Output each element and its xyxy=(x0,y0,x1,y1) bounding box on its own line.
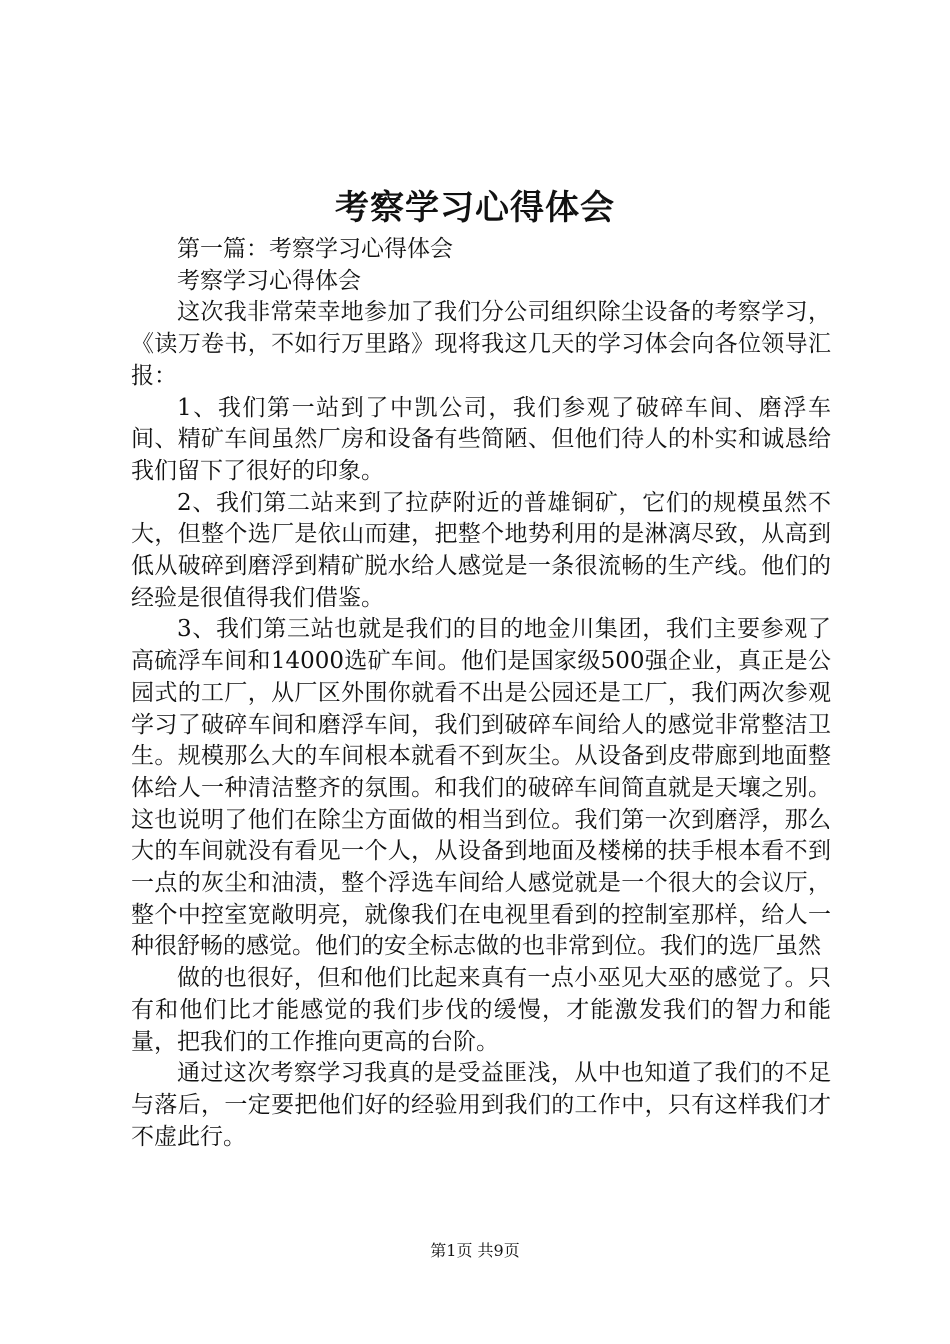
paragraph-stop-3: 3、我们第三站也就是我们的目的地金川集团，我们主要参观了高硫浮车间和14000选矿车间。他们是国家级500强企业，真正是公园式的工厂，从厂区外围你就看不出是公园还是工厂，我们两次参观学习了破碎车间和磨浮车间，我们到破碎车间给人的感觉非常整洁卫生。规模那么大的车间根本就看不到灰尘。从设备到皮带廊到地面整体给人一种清洁整齐的氛围。和我们的破碎车间简直就是天壤之别。这也说明了他们在除尘方面做的相当到位。我们第一次到磨浮，那么大的车间就没有看见一个人，从设备到地面及楼梯的扶手根本看不到一点的灰尘和油渍，整个浮选车间给人感觉就是一个很大的会议厅，整个中控室宽敞明亮，就像我们在电视里看到的控制室那样，给人一种很舒畅的感觉。他们的安全标志做的也非常到位。我们的选厂虽然 xyxy=(131,616,831,960)
paragraph-subtitle: 考察学习心得体会 xyxy=(177,267,361,294)
page-number: 第1页 共9页 xyxy=(430,1241,520,1260)
paragraph-stop-1: 1、我们第一站到了中凯公司，我们参观了破碎车间、磨浮车间、精矿车间虽然厂房和设备有些简陋、但他们待人的朴实和诚恳给我们留下了很好的印象。 xyxy=(131,394,831,484)
paragraph-conclusion: 通过这次考察学习我真的是受益匪浅，从中也知道了我们的不足与落后，一定要把他们好的经验用到我们的工作中，只有这样我们才不虚此行。 xyxy=(131,1060,831,1150)
paragraph-intro: 这次我非常荣幸地参加了我们分公司组织除尘设备的考察学习，《读万卷书，不如行万里路》现将我这几天的学习体会向各位领导汇报： xyxy=(131,299,831,389)
paragraph-stop-2: 2、我们第二站来到了拉萨附近的普雄铜矿，它们的规模虽然不大，但整个选厂是依山而建，把整个地势利用的是淋漓尽致，从高到低从破碎到磨浮到精矿脱水给人感觉是一条很流畅的生产线。他们的经验是很值得我们借鉴。 xyxy=(131,489,831,611)
document-body xyxy=(131,234,831,1153)
paragraph-section-heading: 第一篇：考察学习心得体会 xyxy=(177,236,453,262)
document-title: 考察学习心得体会 xyxy=(335,188,615,228)
paragraph-comparison: 做的也很好，但和他们比起来真有一点小巫见大巫的感觉了。只有和他们比才能感觉的我们步伐的缓慢，才能激发我们的智力和能量，把我们的工作推向更高的台阶。 xyxy=(131,965,831,1055)
